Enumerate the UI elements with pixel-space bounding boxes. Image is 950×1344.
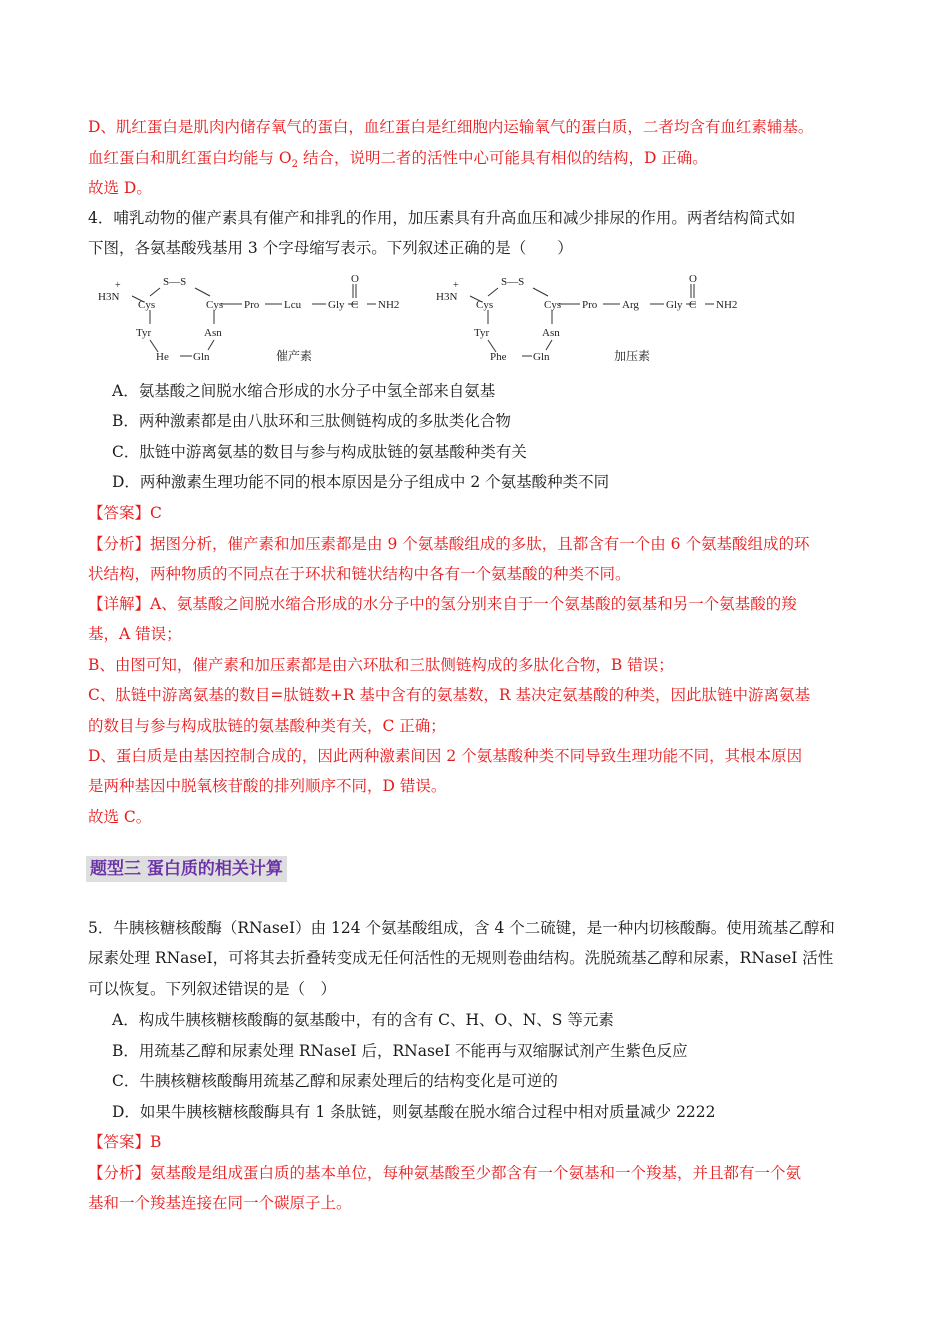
q4-option-d: D．两种激素生理功能不同的根本原因是分子组成中 2 个氨基酸种类不同 (112, 473, 610, 491)
q5-stem-line3: 可以恢复。下列叙述错误的是（ ） (88, 980, 337, 998)
q5-stem-line1: 5．牛胰核糖核酸酶（RNaseI）由 124 个氨基酸组成，含 4 个二硫键，是一种内切核酸酶。使用巯基乙醇和 (88, 919, 835, 937)
q4-detail-line3: B、由图可知，催产素和加压素都是由六环肽和三肽侧链构成的多肽化合物，B 错误； (88, 656, 674, 674)
vasopressin-cys2: Cys (544, 299, 562, 311)
q4-option-c: C．肽链中游离氨基的数目与参与构成肽链的氨基酸种类有关 (112, 443, 527, 461)
vasopressin-cys1: Cys (476, 299, 494, 311)
prev-detail-d-line2: 血红蛋白和肌红蛋白均能与 $O_2$ 结合，说明二者的活性中心可能具有相似的结构，D 正确。 (88, 149, 708, 171)
vasopressin-gln: Gln (533, 351, 550, 363)
vasopressin-gly: Gly (666, 299, 683, 311)
q4-detail-line5: 的数目与参与构成肽链的氨基酸种类有关，C 正确； (88, 717, 446, 735)
oxytocin-caption: 催产素 (276, 349, 313, 363)
q5-option-a: A．构成牛胰核糖核酸酶的氨基酸中，有的含有 C、H、O、N、S 等元素 (112, 1011, 614, 1029)
prev-detail-d-line1: D、肌红蛋白是肌肉内储存氧气的蛋白，血红蛋白是红细胞内运输氧气的蛋白质，二者均含有血红素辅基。 (88, 118, 814, 136)
oxytocin-pro: Pro (244, 299, 260, 311)
oxytocin-cys2: Cys (206, 299, 224, 311)
q4-analysis-line1: 【分析】据图分析，催产素和加压素都是由 9 个氨基酸组成的多肽，且都含有一个由 6 个氨基酸组成的环 (88, 535, 810, 553)
q4-stem-line2: 下图，各氨基酸残基用 3 个字母缩写表示。下列叙述正确的是（ ） (88, 239, 573, 257)
q5-option-c: C．牛胰核糖核酸酶用巯基乙醇和尿素处理后的结构变化是可逆的 (112, 1072, 558, 1090)
vasopressin-tyr: Tyr (474, 327, 490, 339)
q4-detail-line1: 【详解】A、氨基酸之间脱水缩合形成的水分子中的氢分别来自于一个氨基酸的氨基和另一个氨基酸的羧 (88, 595, 797, 613)
vasopressin-plus: + (453, 280, 459, 291)
vasopressin-aa3: Phe (490, 351, 507, 363)
oxytocin-asn: Asn (204, 327, 222, 339)
oxytocin-c: C (351, 299, 359, 311)
vasopressin-asn: Asn (542, 327, 560, 339)
q4-detail-line6: D、蛋白质是由基因控制合成的，因此两种激素间因 2 个氨基酸种类不同导致生理功能不同，其根本原因 (88, 747, 803, 765)
oxytocin-aa3: He (156, 351, 169, 363)
vasopressin-o: O (689, 273, 697, 285)
vasopressin-caption: 加压素 (614, 349, 651, 363)
vasopressin-h3n: H3N (436, 291, 458, 303)
q4-detail-line4: C、肽链中游离氨基的数目=肽链数+R 基中含有的氨基数，R 基决定氨基酸的种类，因此肽链中游离氨基 (88, 686, 811, 704)
vasopressin-c: C (689, 299, 697, 311)
q4-answer: 【答案】C (88, 504, 162, 522)
oxytocin-aa8: Lcu (284, 299, 302, 311)
oxytocin-structure (132, 284, 376, 356)
oxytocin-gly: Gly (328, 299, 345, 311)
q5-analysis-line1: 【分析】氨基酸是组成蛋白质的基本单位，每种氨基酸至少都含有一个氨基和一个羧基，并且都有一个氨 (88, 1164, 802, 1182)
vasopressin-pro: Pro (582, 299, 598, 311)
q4-detail-line7: 是两种基因中脱氧核苷酸的排列顺序不同，D 错误。 (88, 777, 447, 795)
q5-answer: 【答案】B (88, 1133, 162, 1151)
oxytocin-nh2: NH2 (378, 299, 400, 311)
vasopressin-ss: S—S (501, 276, 525, 288)
oxytocin-tyr: Tyr (136, 327, 152, 339)
oxytocin-plus: + (115, 280, 121, 291)
prev-conclusion: 故选 D。 (88, 179, 152, 197)
oxytocin-o: O (351, 273, 359, 285)
q4-conclusion: 故选 C。 (88, 808, 152, 826)
oxytocin-cys1: Cys (138, 299, 156, 311)
q5-option-b: B．用巯基乙醇和尿素处理 RNaseI 后，RNaseI 不能再与双缩脲试剂产生紫色反应 (112, 1042, 688, 1060)
q5-stem-line2: 尿素处理 RNaseI，可将其去折叠转变成无任何活性的无规则卷曲结构。洗脱巯基乙醇和尿素，RNaseI 活性 (88, 949, 834, 967)
q5-analysis-line2: 基和一个羧基连接在同一个碳原子上。 (88, 1194, 352, 1212)
q4-analysis-line2: 状结构，两种物质的不同点在于环状和链状结构中各有一个氨基酸的种类不同。 (88, 565, 631, 583)
q5-option-d: D．如果牛胰核糖核酸酶具有 1 条肽链，则氨基酸在脱水缩合过程中相对质量减少 2222 (112, 1103, 716, 1121)
q4-stem-line1: 4．哺乳动物的催产素具有催产和排乳的作用，加压素具有升高血压和减少排尿的作用。两者结构简式如 (88, 209, 796, 227)
vasopressin-aa8: Arg (622, 299, 639, 311)
vasopressin-nh2: NH2 (716, 299, 738, 311)
oxytocin-h3n: H3N (98, 291, 120, 303)
vasopressin-structure (470, 284, 714, 356)
oxytocin-gln: Gln (193, 351, 210, 363)
oxytocin-ss: S—S (163, 276, 187, 288)
q4-option-b: B．两种激素都是由八肽环和三肽侧链构成的多肽类化合物 (112, 412, 511, 430)
q4-option-a: A．氨基酸之间脱水缩合形成的水分子中氢全部来自氨基 (112, 382, 496, 400)
q4-detail-line2: 基，A 错误； (88, 625, 182, 643)
section-title: 题型三 蛋白质的相关计算 (86, 856, 287, 882)
q4-structure-figure (90, 268, 750, 368)
